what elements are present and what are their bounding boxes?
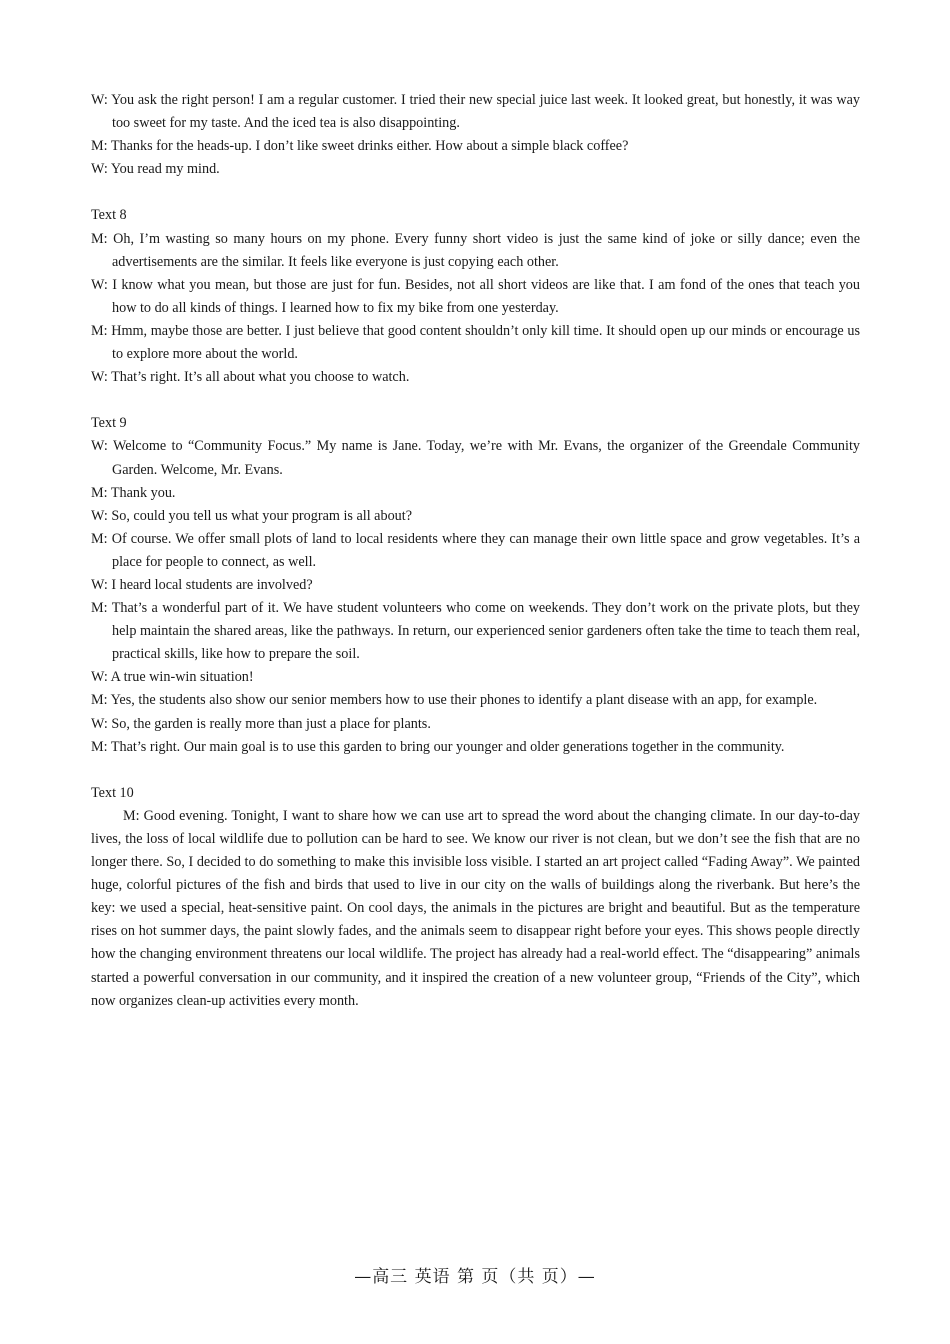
- dialogue-line: W: Welcome to “Community Focus.” My name is Jane. Today, we’re with Mr. Evans, the organizer of the Greendale Community Garden. Welcome, Mr. Evans.: [91, 438, 860, 478]
- dialogue-line: W: I heard local students are involved?: [91, 576, 313, 593]
- dialogue-line: M: That’s a wonderful part of it. We have student volunteers who come on weekends. They don’t work on the private plots, but they help maintain the shared areas, like the pathways. In return, our experienced senior gardeners often take the time to teach them real, practical skills, like how to prepare the soil.: [91, 600, 860, 663]
- section-text-9: [91, 412, 860, 758]
- section-text-8: [91, 204, 860, 389]
- dialogue-line: W: A true win-win situation!: [91, 669, 254, 686]
- dialogue-line: W: You read my mind.: [91, 161, 220, 178]
- section-heading: Text 9: [91, 415, 127, 432]
- dialogue-line: W: I know what you mean, but those are just for fun. Besides, not all short videos are like that. I am fond of the ones that teach you how to do all kinds of things. I learned how to fix my bike from one yesterday.: [91, 276, 860, 316]
- transcript: [91, 89, 860, 1013]
- dialogue-line: M: Thank you.: [91, 484, 176, 501]
- monologue-paragraph: M: Good evening. Tonight, I want to share how we can use art to spread the word about the changing climate. In our day-to-day lives, the loss of local wildlife due to pollution can be hard to see. We know our river is not clean, but we don’t see the fish that are no longer there. So, I decided to do something to make this invisible loss visible. I started an art project called “Fading Away”. We painted huge, colorful pictures of the fish and birds that used to live in our city on the walls of buildings along the riverbank. But here’s the key: we used a special, heat-sensitive paint. On cool days, the animals in the pictures are bright and beautiful. But as the temperature rises on hot summer days, the paint slowly fades, and the animals seem to disappear right before your eyes. This shows people directly how the changing environment threatens our local wildlife. The project has already had a real-world effect. The “disappearing” animals started a powerful conversation in our community, and it inspired the creation of a new volunteer group, “Friends of the City”, which now organizes clean-up activities every month.: [91, 807, 860, 1009]
- dialogue-line: M: Yes, the students also show our senior members how to use their phones to identify a plant disease with an app, for example.: [91, 692, 818, 709]
- dialogue-line: M: Hmm, maybe those are better. I just believe that good content shouldn’t only kill time. It should open up our minds or encourage us to explore more about the world.: [91, 322, 860, 363]
- section-heading: Text 8: [91, 207, 127, 224]
- page-footer: —高三 英语 第 页（共 页）—: [354, 1267, 596, 1287]
- dialogue-line: M: Thanks for the heads-up. I don’t like sweet drinks either. How about a simple black coffee?: [91, 138, 629, 155]
- dialogue-line: W: You ask the right person! I am a regular customer. I tried their new special juice last week. It looked great, but honestly, it was way too sweet for my taste. And the iced tea is also disappointing.: [91, 92, 860, 132]
- dialogue-line: W: So, could you tell us what your program is all about?: [91, 507, 412, 524]
- section-heading: Text 10: [91, 784, 134, 801]
- dialogue-line: M: Of course. We offer small plots of land to local residents where they can manage their own little space and grow vegetables. It’s a place for people to connect, as well.: [91, 530, 860, 570]
- dialogue-line: W: So, the garden is really more than just a place for plants.: [91, 715, 431, 732]
- dialogue-line: M: Oh, I’m wasting so many hours on my phone. Every funny short video is just the same kind of joke or silly dance; even the advertisements are the similar. It feels like everyone is just copying each other.: [91, 230, 860, 270]
- dialogue-line: W: That’s right. It’s all about what you choose to watch.: [91, 369, 410, 386]
- dialogue-line: M: That’s right. Our main goal is to use this garden to bring our younger and older generations together in the community.: [91, 738, 785, 755]
- section-text-10: [91, 782, 860, 1013]
- section-continuation: [91, 89, 860, 181]
